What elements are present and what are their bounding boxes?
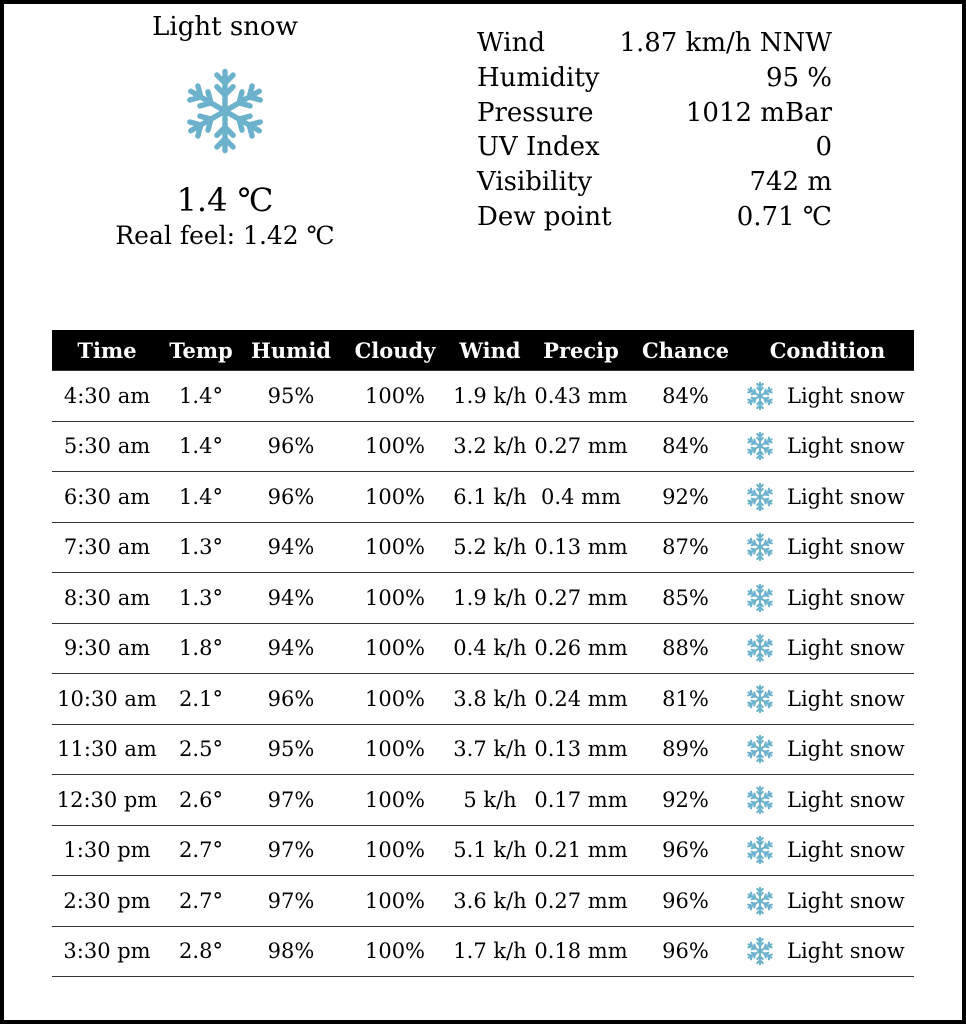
- cell-time: 12:30 pm: [52, 775, 162, 826]
- cell-precip: 0.27 mm: [532, 421, 630, 472]
- table-row: [52, 926, 914, 977]
- cell-temp: 2.7°: [162, 825, 240, 876]
- cell-condition-wrapper: [741, 775, 914, 826]
- table-row: [52, 421, 914, 472]
- header-condition: Condition: [769, 337, 886, 363]
- cell-wind: 1.9 k/h: [448, 573, 532, 624]
- table-row: [52, 472, 914, 523]
- cell-chance: 85%: [630, 573, 741, 624]
- detail-value: 0.71 ℃: [736, 201, 832, 232]
- cell-time: 3:30 pm: [52, 926, 162, 977]
- snowflake-icon: [745, 785, 775, 815]
- cell-precip: 0.21 mm: [532, 825, 630, 876]
- cell-temp: 1.3°: [162, 573, 240, 624]
- cell-time: 9:30 am: [52, 623, 162, 674]
- cell-cloudy: 100%: [342, 724, 448, 775]
- cell-cloudy: 100%: [342, 623, 448, 674]
- cell-temp: 1.4°: [162, 472, 240, 523]
- cell-chance: 87%: [630, 522, 741, 573]
- table-header-row: [52, 330, 914, 371]
- condition-content: [741, 633, 914, 663]
- cell-chance: 92%: [630, 472, 741, 523]
- snowflake-icon: [745, 633, 775, 663]
- cell-humid: 96%: [240, 472, 342, 523]
- cell-chance: 84%: [630, 421, 741, 472]
- cell-time: 5:30 am: [52, 421, 162, 472]
- header-time: Time: [77, 337, 137, 363]
- cell-condition: Light snow: [787, 434, 905, 459]
- cell-condition: Light snow: [787, 535, 905, 560]
- cell-condition: Light snow: [787, 838, 905, 863]
- cell-condition-wrapper: [741, 472, 914, 523]
- snowflake-icon: [745, 381, 775, 411]
- cell-precip: 0.26 mm: [532, 623, 630, 674]
- cell-humid: 97%: [240, 775, 342, 826]
- cell-wind: 3.8 k/h: [448, 674, 532, 725]
- cell-humid: 95%: [240, 724, 342, 775]
- current-condition-label: Light snow: [152, 12, 298, 42]
- condition-content: [741, 835, 914, 865]
- cell-chance: 96%: [630, 926, 741, 977]
- cell-humid: 96%: [240, 421, 342, 472]
- cell-wind: 5 k/h: [448, 775, 532, 826]
- cell-condition-wrapper: [741, 573, 914, 624]
- condition-content: [741, 734, 914, 764]
- condition-content: [741, 936, 914, 966]
- table-row: [52, 573, 914, 624]
- cell-time: 4:30 am: [52, 371, 162, 422]
- cell-cloudy: 100%: [342, 421, 448, 472]
- cell-condition-wrapper: [741, 724, 914, 775]
- cell-temp: 2.8°: [162, 926, 240, 977]
- cell-temp: 2.5°: [162, 724, 240, 775]
- cell-cloudy: 100%: [342, 876, 448, 927]
- detail-label: Visibility: [477, 167, 593, 198]
- cell-wind: 6.1 k/h: [448, 472, 532, 523]
- condition-content: [741, 482, 914, 512]
- header-chance: Chance: [641, 337, 729, 363]
- cell-temp: 1.3°: [162, 522, 240, 573]
- cell-humid: 94%: [240, 573, 342, 624]
- snowflake-icon: [745, 583, 775, 613]
- cell-condition-wrapper: [741, 674, 914, 725]
- cell-humid: 95%: [240, 371, 342, 422]
- snowflake-icon: [745, 482, 775, 512]
- table-row: [52, 674, 914, 725]
- snowflake-icon: [745, 532, 775, 562]
- cell-temp: 1.4°: [162, 371, 240, 422]
- cell-wind: 1.7 k/h: [448, 926, 532, 977]
- condition-content: [741, 583, 914, 613]
- snowflake-icon: [745, 835, 775, 865]
- cell-condition: Light snow: [787, 383, 905, 408]
- condition-content: [741, 886, 914, 916]
- real-feel: Real feel: 1.42 ℃: [115, 221, 335, 250]
- detail-row-humidity: [477, 61, 832, 96]
- cell-cloudy: 100%: [342, 522, 448, 573]
- detail-row-dew-point: [477, 200, 832, 235]
- cell-precip: 0.13 mm: [532, 522, 630, 573]
- detail-row-wind: [477, 26, 832, 61]
- cell-wind: 3.2 k/h: [448, 421, 532, 472]
- condition-content: [741, 532, 914, 562]
- cell-temp: 2.1°: [162, 674, 240, 725]
- cell-humid: 98%: [240, 926, 342, 977]
- cell-cloudy: 100%: [342, 371, 448, 422]
- cell-condition: Light snow: [787, 787, 905, 812]
- details-panel: [477, 26, 832, 235]
- detail-label: UV Index: [477, 132, 600, 163]
- header-precip: Precip: [543, 337, 619, 363]
- condition-content: [741, 381, 914, 411]
- table-row: [52, 623, 914, 674]
- cell-precip: 0.24 mm: [532, 674, 630, 725]
- detail-row-visibility: [477, 165, 832, 200]
- snowflake-icon: [745, 886, 775, 916]
- cell-precip: 0.27 mm: [532, 573, 630, 624]
- header-wind: Wind: [459, 337, 521, 363]
- cell-condition-wrapper: [741, 926, 914, 977]
- snowflake-icon: [745, 431, 775, 461]
- cell-time: 2:30 pm: [52, 876, 162, 927]
- detail-row-pressure: [477, 96, 832, 131]
- table-row: [52, 371, 914, 422]
- cell-condition: Light snow: [787, 737, 905, 762]
- cell-condition-wrapper: [741, 421, 914, 472]
- cell-precip: 0.13 mm: [532, 724, 630, 775]
- cell-condition: Light snow: [787, 939, 905, 964]
- cell-humid: 96%: [240, 674, 342, 725]
- snowflake-icon: [745, 684, 775, 714]
- cell-time: 7:30 am: [52, 522, 162, 573]
- cell-chance: 96%: [630, 825, 741, 876]
- cell-time: 11:30 am: [52, 724, 162, 775]
- detail-value: 0: [815, 132, 832, 163]
- cell-condition: Light snow: [787, 484, 905, 509]
- cell-condition-wrapper: [741, 876, 914, 927]
- condition-content: [741, 785, 914, 815]
- cell-condition: Light snow: [787, 888, 905, 913]
- cell-precip: 0.17 mm: [532, 775, 630, 826]
- cell-condition-wrapper: [741, 371, 914, 422]
- cell-cloudy: 100%: [342, 472, 448, 523]
- detail-value: 95 %: [765, 62, 832, 93]
- snowflake-icon: [180, 66, 270, 156]
- header-cloudy: Cloudy: [354, 337, 436, 363]
- cell-wind: 5.1 k/h: [448, 825, 532, 876]
- table-row: [52, 724, 914, 775]
- cell-wind: 5.2 k/h: [448, 522, 532, 573]
- cell-wind: 1.9 k/h: [448, 371, 532, 422]
- cell-condition-wrapper: [741, 522, 914, 573]
- detail-label: Dew point: [477, 201, 612, 232]
- cell-chance: 96%: [630, 876, 741, 927]
- cell-cloudy: 100%: [342, 674, 448, 725]
- table-row: [52, 522, 914, 573]
- current-temperature: 1.4 ℃: [176, 181, 274, 219]
- cell-temp: 2.7°: [162, 876, 240, 927]
- cell-time: 10:30 am: [52, 674, 162, 725]
- cell-wind: 3.7 k/h: [448, 724, 532, 775]
- condition-content: [741, 684, 914, 714]
- cell-chance: 89%: [630, 724, 741, 775]
- cell-humid: 97%: [240, 876, 342, 927]
- cell-cloudy: 100%: [342, 775, 448, 826]
- cell-cloudy: 100%: [342, 926, 448, 977]
- cell-cloudy: 100%: [342, 825, 448, 876]
- cell-time: 6:30 am: [52, 472, 162, 523]
- cell-precip: 0.18 mm: [532, 926, 630, 977]
- cell-cloudy: 100%: [342, 573, 448, 624]
- current-conditions: [74, 10, 376, 252]
- cell-time: 1:30 pm: [52, 825, 162, 876]
- header-temp: Temp: [169, 337, 233, 363]
- cell-wind: 0.4 k/h: [448, 623, 532, 674]
- cell-chance: 81%: [630, 674, 741, 725]
- cell-condition: Light snow: [787, 686, 905, 711]
- condition-content: [741, 431, 914, 461]
- cell-humid: 94%: [240, 623, 342, 674]
- cell-precip: 0.43 mm: [532, 371, 630, 422]
- cell-temp: 1.8°: [162, 623, 240, 674]
- detail-value: 1012 mBar: [685, 97, 832, 128]
- cell-humid: 94%: [240, 522, 342, 573]
- detail-label: Humidity: [477, 62, 600, 93]
- cell-wind: 3.6 k/h: [448, 876, 532, 927]
- detail-label: Wind: [477, 28, 545, 58]
- cell-precip: 0.27 mm: [532, 876, 630, 927]
- snowflake-icon: [745, 734, 775, 764]
- cell-condition-wrapper: [741, 825, 914, 876]
- table-row: [52, 825, 914, 876]
- cell-humid: 97%: [240, 825, 342, 876]
- cell-temp: 1.4°: [162, 421, 240, 472]
- detail-row-uv-index: [477, 130, 832, 165]
- cell-precip: 0.4 mm: [532, 472, 630, 523]
- cell-temp: 2.6°: [162, 775, 240, 826]
- table-row: [52, 775, 914, 826]
- cell-chance: 88%: [630, 623, 741, 674]
- hourly-forecast-table: [52, 330, 914, 977]
- cell-condition: Light snow: [787, 585, 905, 610]
- header-humid: Humid: [251, 337, 331, 363]
- cell-time: 8:30 am: [52, 573, 162, 624]
- snowflake-icon: [745, 936, 775, 966]
- detail-label: Pressure: [477, 97, 594, 128]
- detail-value: 1.87 km/h NNW: [619, 28, 832, 58]
- cell-chance: 84%: [630, 371, 741, 422]
- cell-condition-wrapper: [741, 623, 914, 674]
- cell-condition: Light snow: [787, 636, 905, 661]
- cell-chance: 92%: [630, 775, 741, 826]
- table-row: [52, 876, 914, 927]
- detail-value: 742 m: [749, 167, 832, 198]
